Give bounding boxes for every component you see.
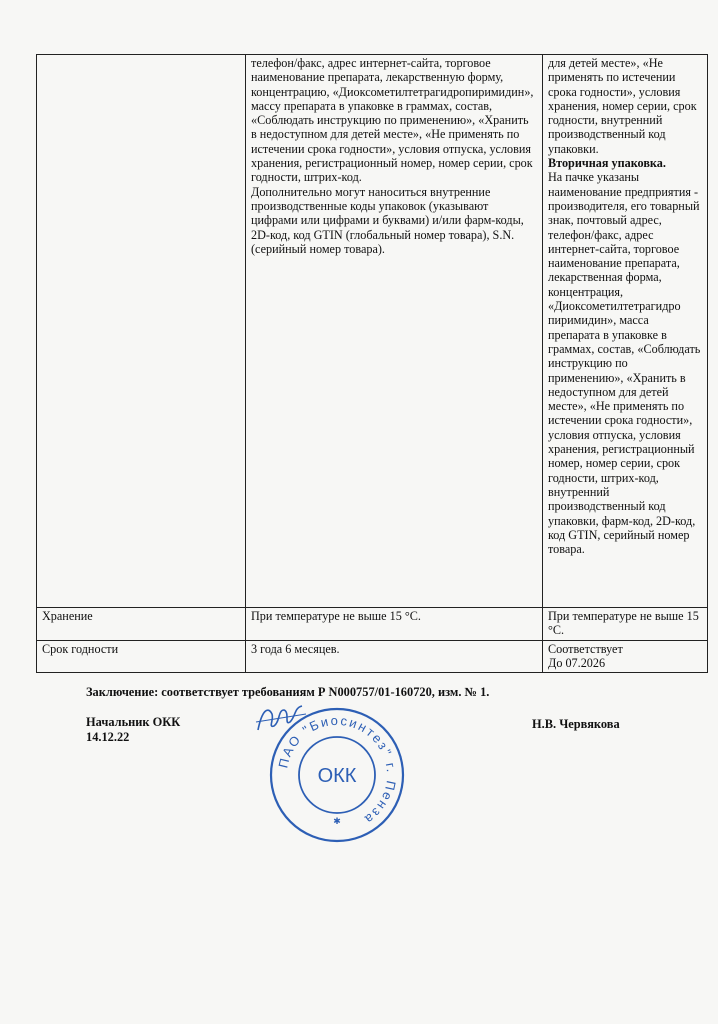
table-row [37, 608, 708, 641]
signatory-position: Начальник ОКК [86, 715, 181, 729]
conclusion-text: Заключение: соответствует требованиям Р N000757/01-160720, изм. № 1. [86, 685, 490, 699]
signature-block [86, 715, 180, 744]
shelf-life-requirement: 3 года 6 месяцев. [246, 640, 543, 673]
table-row [37, 55, 708, 608]
table-row [37, 640, 708, 673]
table-cell-parameter [37, 55, 246, 608]
shelf-life-label: Срок годности [37, 640, 246, 673]
specification-table [36, 54, 708, 673]
storage-result: При температуре не выше 15 °С. [543, 608, 708, 641]
stamp-center-text: ОКК [317, 765, 357, 787]
storage-label: Хранение [37, 608, 246, 641]
table-cell-requirement [246, 55, 543, 608]
shelf-life-result [543, 640, 708, 673]
signatory-name: Н.В. Червякова [532, 717, 620, 731]
storage-requirement: При температуре не выше 15 °С. [246, 608, 543, 641]
signature-date: 14.12.22 [86, 729, 130, 744]
labeling-text-primary: телефон/факс, адрес интернет-сайта, торговое наименование препарата, лекарственную форму, концентрацию, «Диоксометилтетрагидропиримидин», массу препарата в упаковке в граммах, состав, «Соблюдать инструкцию по применению», «Хранить в недоступном для детей месте», «Не применять по истечении срока годности», условия отпуска, условия хранения, регистрационный номер, номер серии, срок годности, штрих-код. [251, 56, 534, 185]
shelf-life-result-status: Соответствует [548, 641, 623, 656]
stamp-ring-text: ПАО "Биосинтез" г. Пенза [275, 712, 400, 829]
secondary-package-heading: Вторичная упаковка. [548, 156, 666, 171]
shelf-life-result-date: До 07.2026 [548, 655, 606, 670]
stamp-star-icon: ✱ [333, 817, 341, 827]
secondary-package-text: На пачке указаны наименование предприятия - производителя, его товарный знак, почтовый адрес, телефон/факс, адрес интернет-сайта, торговое наименование препарата, лекарственная форма, концентрация, «Диоксометилтетрагидро пиримидин», масса препарата в упаковке в граммах, состав, «Соблюдать инструкцию по применению», «Хранить в недоступном для детей месте», «Не применять по истечении срока годности», условия отпуска, условия хранения, регистрационный номер, номер серии, срок годности, штрих-код, внутренний производственный код упаковки, фарм-код, 2D-код, код GTIN, серийный номер товара. [548, 170, 701, 557]
handwritten-signature [250, 700, 310, 740]
labeling-text-additional: Дополнительно могут наноситься внутренние производственные коды упаковок (указывают цифрами или цифрами и буквами) и/или фарм-коды, 2D-код, код GTIN (глобальный номер товара), S.N.(серийный номер товара). [251, 184, 524, 256]
primary-package-text: для детей месте», «Не применять по истечении срока годности», условия хранения, номер серии, срок годности, внутренний производственный код упаковки. [548, 56, 697, 156]
table-cell-result [543, 55, 708, 608]
